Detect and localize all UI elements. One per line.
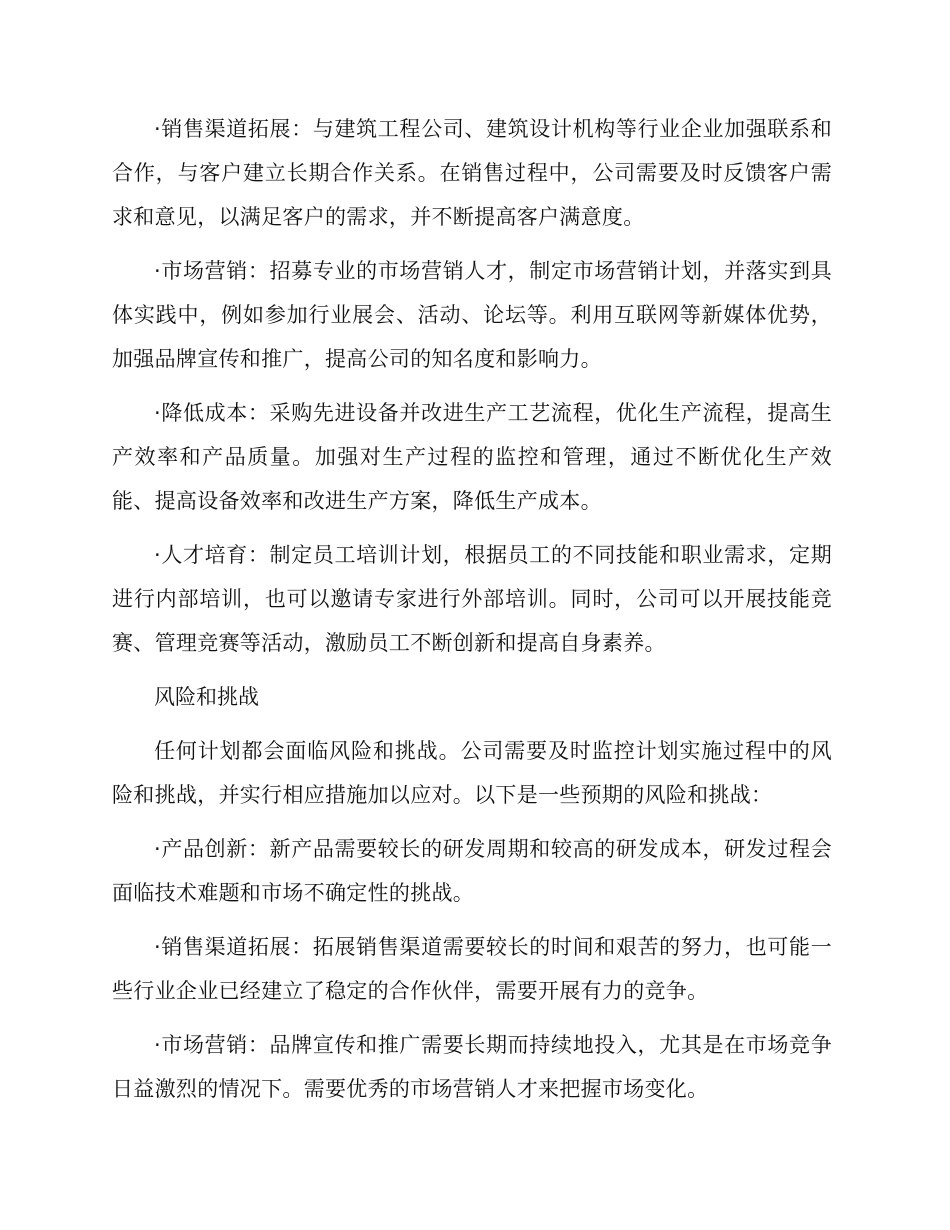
paragraph-sales-channel-strategy: ·销售渠道拓展：与建筑工程公司、建筑设计机构等行业企业加强联系和合作，与客户建立长期合作关系。在销售过程中，公司需要及时反馈客户需求和意见，以满足客户的需求，并不断提高客户满意度。	[112, 117, 832, 229]
paragraph-risks-intro: 任何计划都会面临风险和挑战。公司需要及时监控计划实施过程中的风险和挑战，并实行相应措施加以应对。以下是一些预期的风险和挑战：	[112, 739, 832, 807]
paragraph-risk-product-innovation: ·产品创新：新产品需要较长的研发周期和较高的研发成本，研发过程会面临技术难题和市场不确定性的挑战。	[112, 837, 832, 905]
paragraph-risk-marketing: ·市场营销：品牌宣传和推广需要长期而持续地投入，尤其是在市场竞争日益激烈的情况下。需要优秀的市场营销人才来把握市场变化。	[112, 1033, 832, 1101]
paragraph-cost-reduction: ·降低成本：采购先进设备并改进生产工艺流程，优化生产流程，提高生产效率和产品质量。加强对生产过程的监控和管理，通过不断优化生产效能、提高设备效率和改进生产方案，降低生产成本。	[112, 401, 832, 513]
paragraph-marketing-strategy: ·市场营销：招募专业的市场营销人才，制定市场营销计划，并落实到具体实践中，例如参加行业展会、活动、论坛等。利用互联网等新媒体优势，加强品牌宣传和推广，提高公司的知名度和影响力。	[112, 259, 832, 371]
paragraph-risk-sales-channel: ·销售渠道拓展：拓展销售渠道需要较长的时间和艰苦的努力，也可能一些行业企业已经建立了稳定的合作伙伴，需要开展有力的竞争。	[112, 935, 832, 1003]
section-heading-risks: 风险和挑战	[154, 685, 259, 709]
document-body	[112, 107, 832, 1121]
paragraph-talent-development: ·人才培育：制定员工培训计划，根据员工的不同技能和职业需求，定期进行内部培训，也可以邀请专家进行外部培训。同时，公司可以开展技能竞赛、管理竞赛等活动，激励员工不断创新和提高自身素养。	[112, 543, 832, 655]
